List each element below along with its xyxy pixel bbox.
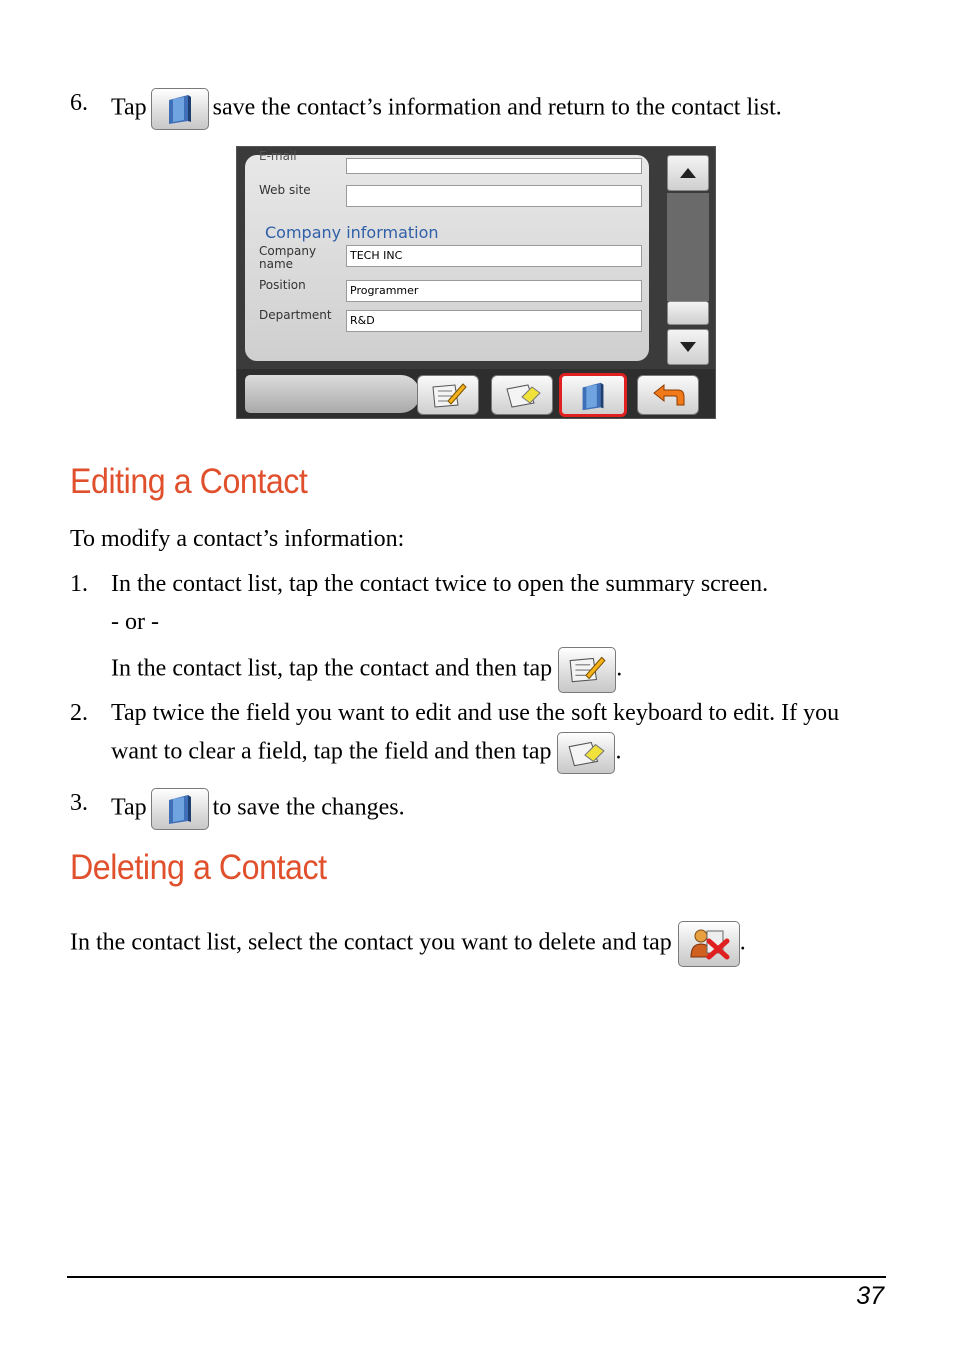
back-button[interactable] <box>637 375 699 415</box>
step-2-number: 2. <box>70 700 88 726</box>
save-icon <box>574 379 612 413</box>
step-2-line2: want to clear a field, tap the field and then tap <box>111 738 552 765</box>
scroll-thumb[interactable] <box>667 301 709 325</box>
step-3-tap: Tap <box>111 794 147 821</box>
step-1-alt-text: In the contact list, tap the contact and then tap <box>111 655 553 682</box>
scroll-down-button[interactable] <box>667 329 709 365</box>
scroll-track[interactable] <box>667 193 709 301</box>
website-label: Web site <box>259 183 311 197</box>
step-1-alt-line: In the contact list, tap the contact and then tap . <box>111 647 622 693</box>
position-label: Position <box>259 278 306 292</box>
scroll-up-button[interactable] <box>667 155 709 191</box>
edit-button[interactable] <box>417 375 479 415</box>
step-1-text: In the contact list, tap the contact twice to open the summary screen. <box>111 571 769 597</box>
footer-rule <box>67 1276 886 1278</box>
step-6-number: 6. <box>70 90 88 116</box>
editing-intro: To modify a contact’s information: <box>70 526 405 552</box>
step-6-tap: Tap <box>111 94 147 121</box>
email-label: E-mail <box>259 149 297 163</box>
deleting-line: In the contact list, select the contact you want to delete and tap . <box>70 921 746 967</box>
return-arrow-icon <box>650 379 688 411</box>
arrow-down-icon <box>668 330 708 364</box>
step-2-line2-wrap: want to clear a field, tap the field and then tap . <box>111 732 621 774</box>
arrow-up-icon <box>668 156 708 190</box>
step-3-number: 3. <box>70 790 88 816</box>
step-3-text: to save the changes. <box>212 794 405 821</box>
step-1-or: - or - <box>111 609 159 635</box>
editing-heading: Editing a Contact <box>70 462 308 501</box>
deleting-heading: Deleting a Contact <box>70 848 327 887</box>
clear-button[interactable] <box>491 375 553 415</box>
page-number: 37 <box>856 1282 884 1310</box>
website-field[interactable] <box>346 185 642 207</box>
contact-edit-screenshot <box>236 146 716 419</box>
department-label: Department <box>259 308 332 322</box>
contact-form-panel <box>245 149 649 361</box>
toolbar-title-area <box>245 375 420 413</box>
delete-contact-button-icon <box>678 921 740 967</box>
email-field[interactable] <box>346 158 642 174</box>
edit-button-icon <box>558 647 616 693</box>
company-section-title: Company information <box>265 223 439 242</box>
step-6-line <box>111 88 782 130</box>
step-6-text: save the contact’s information and return to the contact list. <box>212 94 782 121</box>
step-2-line1: Tap twice the field you want to edit and use the soft keyboard to edit. If you <box>111 700 840 726</box>
save-button-icon-2 <box>151 788 209 830</box>
company-name-field[interactable]: TECH INC <box>346 245 642 267</box>
clear-button-icon <box>557 732 615 774</box>
department-field[interactable]: R&D <box>346 310 642 332</box>
deleting-text: In the contact list, select the contact you want to delete and tap <box>70 929 672 956</box>
save-button-icon <box>151 88 209 130</box>
edit-pencil-icon <box>430 379 468 411</box>
company-name-label: Company name <box>259 244 317 271</box>
step-3-line <box>111 788 405 830</box>
eraser-icon <box>504 379 542 411</box>
position-field[interactable]: Programmer <box>346 280 642 302</box>
save-button-highlighted[interactable] <box>559 373 627 417</box>
step-1-number: 1. <box>70 571 88 597</box>
